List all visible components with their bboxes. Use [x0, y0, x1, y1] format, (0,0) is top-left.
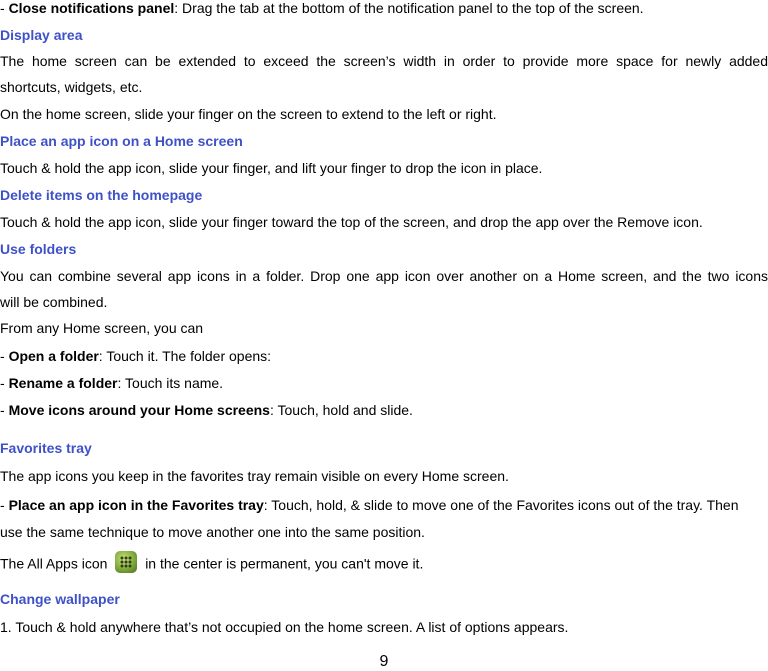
all-apps-before: The All Apps icon	[0, 555, 108, 572]
bullet: -	[0, 0, 9, 16]
favorites-tray-heading: Favorites tray	[0, 440, 92, 456]
item-title: Move icons around your Home screens	[8, 402, 270, 418]
display-area-para2: On the home screen, slide your finger on the screen to extend to the left or right.	[0, 106, 497, 122]
favorites-tray-item	[0, 497, 768, 513]
display-area-para-line1: The home screen can be extended to exceed the screen’s width in order to provide more space for newly added	[0, 53, 768, 69]
close-panel-item	[0, 0, 768, 16]
all-apps-after: in the center is permanent, you can't move it.	[145, 555, 424, 572]
item-text: : Touch it. The folder opens:	[98, 348, 272, 364]
use-folders-para-line2: will be combined.	[0, 294, 108, 310]
list-item	[0, 348, 768, 364]
page-number: 9	[379, 653, 389, 670]
item-text: : Touch, hold and slide.	[269, 402, 413, 418]
place-icon-text: Touch & hold the app icon, slide your finger, and lift your finger to drop the icon in place.	[0, 160, 543, 176]
list-item	[0, 402, 768, 418]
use-folders-heading: Use folders	[0, 241, 77, 257]
display-area-para-line2: shortcuts, widgets, etc.	[0, 79, 143, 95]
item-text: : Touch, hold, & slide to move one of the Favorites icons out of the tray. Then	[263, 497, 739, 513]
bullet: -	[0, 497, 9, 513]
all-apps-line	[0, 554, 768, 576]
use-folders-intro: From any Home screen, you can	[0, 320, 204, 336]
bullet: -	[0, 402, 9, 418]
item-text: : Touch its name.	[117, 375, 224, 391]
bullet: -	[0, 375, 9, 391]
delete-items-text: Touch & hold the app icon, slide your finger toward the top of the screen, and drop the app over the Remove icon.	[0, 214, 703, 230]
change-wallpaper-step1: 1. Touch & hold anywhere that’s not occupied on the home screen. A list of options appears.	[0, 619, 569, 635]
change-wallpaper-heading: Change wallpaper	[0, 591, 120, 607]
item-title: Close notifications panel	[8, 0, 175, 16]
item-text: : Drag the tab at the bottom of the notification panel to the top of the screen.	[174, 0, 644, 16]
display-area-heading: Display area	[0, 27, 83, 43]
item-title: Place an app icon in the Favorites tray	[8, 497, 264, 513]
use-folders-para-line1: You can combine several app icons in a folder. Drop one app icon over another on a Home screen, and the two icons	[0, 268, 768, 284]
favorites-tray-text: The app icons you keep in the favorites tray remain visible on every Home screen.	[0, 468, 509, 484]
item-title: Open a folder	[8, 348, 99, 364]
delete-items-heading: Delete items on the homepage	[0, 187, 203, 203]
all-apps-icon	[115, 551, 137, 573]
place-icon-heading: Place an app icon on a Home screen	[0, 133, 243, 149]
list-item	[0, 375, 768, 391]
favorites-tray-item-cont: use the same technique to move another one into the same position.	[0, 524, 425, 540]
item-title: Rename a folder	[8, 375, 118, 391]
bullet: -	[0, 348, 9, 364]
